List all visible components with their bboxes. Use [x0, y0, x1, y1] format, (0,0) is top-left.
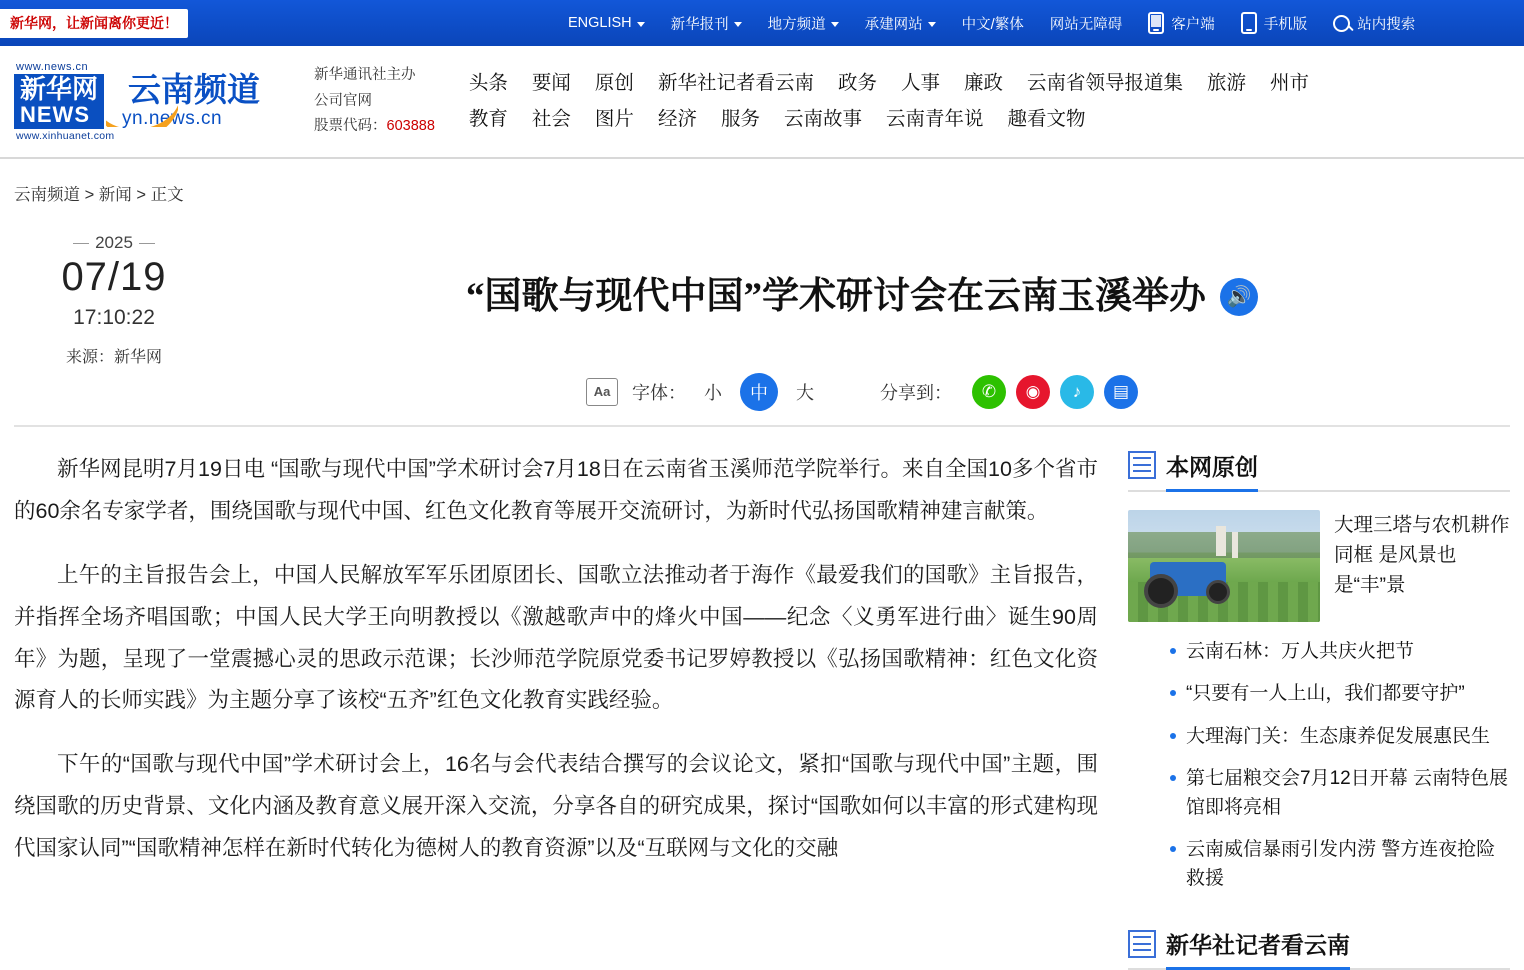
chevron-down-icon — [637, 22, 645, 27]
top-nav-item-english[interactable] — [568, 15, 645, 31]
wechat-icon[interactable]: ✆ — [972, 375, 1006, 409]
feature-title[interactable]: 大理三塔与农机耕作同框 是风景也是“丰”景 — [1334, 513, 1510, 597]
list-item[interactable]: 云南威信暴雨引发内涝 警方连夜抢险救援 — [1168, 836, 1510, 893]
menu-item-jingji[interactable]: 经济 — [657, 107, 697, 130]
menu-item-shehui[interactable]: 社会 — [531, 107, 571, 130]
article-toolbar — [214, 373, 1510, 411]
top-nav — [568, 12, 1415, 34]
tractor-icon — [1150, 562, 1226, 596]
logo-mark — [14, 74, 104, 129]
pagoda-icon — [1216, 526, 1226, 556]
org-info — [314, 63, 435, 139]
page-title: “国歌与现代中国”学术研讨会在云南玉溪举办 — [466, 275, 1206, 317]
logo-url-bottom: www.xinhuanet.com — [16, 129, 115, 142]
stock-code: 603888 — [386, 118, 435, 135]
top-nav-item-local-channels[interactable] — [768, 13, 839, 34]
app-icon[interactable]: ▤ — [1104, 375, 1138, 409]
site-header — [0, 46, 1524, 159]
top-nav-item-search[interactable] — [1333, 13, 1415, 34]
menu-item-jiaoyu[interactable]: 教育 — [468, 107, 508, 130]
phone-icon — [1148, 12, 1164, 34]
top-nav-label: 地方频道 — [767, 16, 826, 33]
douyin-icon[interactable]: ♪ — [1060, 375, 1094, 409]
top-nav-label: 站内搜索 — [1357, 16, 1416, 33]
menu-item-renshi[interactable]: 人事 — [900, 72, 940, 95]
breadcrumb[interactable]: 云南频道 > 新闻 > 正文 — [14, 186, 184, 204]
list-icon — [1128, 930, 1156, 958]
top-nav-label: 中文/繁体 — [961, 16, 1024, 33]
speaker-icon[interactable]: 🔊 — [1220, 278, 1258, 316]
top-nav-label: 客户端 — [1171, 16, 1215, 33]
article-year: 2025 — [83, 233, 145, 253]
menu-item-yuanchuang[interactable]: 原创 — [594, 72, 634, 95]
menu-item-yunnan-stories[interactable]: 云南故事 — [783, 107, 862, 130]
font-size-label: 字体： — [632, 382, 686, 403]
logo-en-text: NEWS — [20, 102, 90, 128]
sidebar-section-title: 本网原创 — [1166, 449, 1258, 492]
menu-item-toutiao[interactable]: 头条 — [468, 72, 508, 95]
top-nav-label: 新华报刊 — [670, 16, 729, 33]
menu-item-fuwu[interactable]: 服务 — [720, 107, 760, 130]
menu-item-xinhua-reporters[interactable]: 新华社记者看云南 — [657, 72, 814, 95]
sidebar-feature-item[interactable] — [1128, 510, 1510, 622]
sidebar-section-header-original — [1128, 449, 1510, 492]
menu-item-yunnan-youth[interactable]: 云南青年说 — [885, 107, 984, 130]
site-logo[interactable] — [14, 61, 314, 142]
top-nav-item-client[interactable] — [1148, 12, 1215, 34]
main-menu-row-1 — [469, 73, 1309, 94]
logo-cn-text: 新华网 — [20, 73, 99, 104]
top-nav-label: 网站无障碍 — [1049, 16, 1123, 33]
top-nav-item-xinhua-press[interactable] — [671, 13, 742, 34]
article-header — [14, 223, 1510, 427]
list-item[interactable]: 大理海门关：生态康养促发展惠民生 — [1168, 723, 1510, 752]
article-date: 07/19 — [61, 255, 167, 299]
list-item[interactable]: 云南石林：万人共庆火把节 — [1168, 638, 1510, 667]
article-body — [14, 449, 1098, 970]
top-nav-item-language[interactable] — [962, 13, 1024, 34]
chevron-down-icon — [734, 22, 742, 27]
list-item[interactable]: “只要有一人上山，我们都要守护” — [1168, 680, 1510, 709]
menu-item-leader-reports[interactable]: 云南省领导报道集 — [1027, 72, 1184, 95]
menu-item-tupian[interactable]: 图片 — [594, 107, 634, 130]
article-paragraph: 新华网昆明7月19日电 “国歌与现代中国”学术研讨会7月18日在云南省玉溪师范学院举行。来自全国10多个省市的60余名专家学者，围绕国歌与现代中国、红色文化教育等展开交流研讨，为新时代弘扬国歌精神建言献策。 — [14, 456, 1098, 523]
site-slogan: 新华网，让新闻离你更近！ — [0, 9, 188, 38]
sidebar-section-header-reporters — [1128, 927, 1510, 970]
mobile-icon — [1241, 12, 1257, 34]
main-menu — [469, 73, 1309, 130]
list-icon — [1128, 451, 1156, 479]
logo-swoosh-icon — [106, 91, 178, 127]
stock-label: 股票代码： — [314, 118, 387, 135]
channel-url: yn.news.cn — [122, 107, 223, 129]
menu-item-lvyou[interactable]: 旅游 — [1207, 72, 1247, 95]
share-label: 分享到： — [880, 382, 952, 403]
weibo-icon[interactable]: ◉ — [1016, 375, 1050, 409]
article-paragraph: 下午的“国歌与现代中国”学术研讨会上，16名与会代表结合撰写的会议论文，紧扣“国歌与现代中国”主题，围绕国歌的历史背景、文化内涵及教育意义展开深入交流，分享各自的研究成果，探讨“国歌如何以丰富的形式建构现代国家认同”“国歌精神怎样在新时代转化为德树人的教育资源”以及“互联网与文化的交融 — [14, 752, 1098, 861]
article-paragraph: 上午的主旨报告会上，中国人民解放军军乐团原团长、国歌立法推动者于海作《最爱我们的国歌》主旨报告，并指挥全场齐唱国歌；中国人民大学王向明教授以《激越歌声中的烽火中国——纪念〈义勇军进行曲〉诞生90周年》为题，呈现了一堂震撼心灵的思政示范课；长沙师范学院原党委书记罗婷教授以《弘扬国歌精神：红色文化资源育人的长师实践》为主题分享了该校“五齐”红色文化教育实践经验。 — [14, 562, 1098, 713]
font-size-medium[interactable]: 中 — [740, 373, 778, 411]
article-time: 17:10:22 — [73, 306, 155, 329]
search-icon — [1333, 15, 1350, 32]
main-menu-row-2 — [469, 109, 1309, 130]
menu-item-qukan-wenwu[interactable]: 趣看文物 — [1007, 107, 1086, 130]
sidebar-news-list — [1128, 638, 1510, 894]
menu-item-lianzheng[interactable]: 廉政 — [963, 72, 1003, 95]
logo-url-top: www.news.cn — [16, 61, 89, 74]
top-nav-label: ENGLISH — [568, 15, 632, 31]
menu-item-yaowen[interactable]: 要闻 — [531, 72, 571, 95]
menu-item-zhengwu[interactable]: 政务 — [837, 72, 877, 95]
list-item[interactable]: 第七届粮交会7月12日开幕 云南特色展馆即将亮相 — [1168, 765, 1510, 822]
chevron-down-icon — [831, 22, 839, 27]
chevron-down-icon — [928, 22, 936, 27]
font-size-large[interactable]: 大 — [796, 382, 814, 403]
top-nav-label: 承建网站 — [864, 16, 923, 33]
article-date-block — [14, 223, 214, 411]
channel-name: 云南频道 — [128, 71, 261, 109]
font-size-icon: Aa — [586, 378, 618, 406]
top-bar — [0, 0, 1524, 46]
article-source: 来源：新华网 — [65, 349, 162, 366]
feature-thumbnail[interactable] — [1128, 510, 1320, 622]
menu-item-zhoushi[interactable]: 州市 — [1270, 72, 1310, 95]
top-nav-item-built-sites[interactable] — [865, 13, 936, 34]
org-line-2: 公司官网 — [314, 92, 372, 109]
sidebar-section-title: 新华社记者看云南 — [1166, 927, 1350, 970]
top-nav-label: 手机版 — [1263, 16, 1308, 33]
font-size-small[interactable]: 小 — [704, 382, 722, 403]
org-line-1: 新华通讯社主办 — [314, 67, 416, 84]
top-nav-item-mobile[interactable] — [1241, 12, 1308, 34]
sidebar — [1128, 449, 1510, 970]
top-nav-item-accessibility[interactable] — [1050, 13, 1123, 34]
